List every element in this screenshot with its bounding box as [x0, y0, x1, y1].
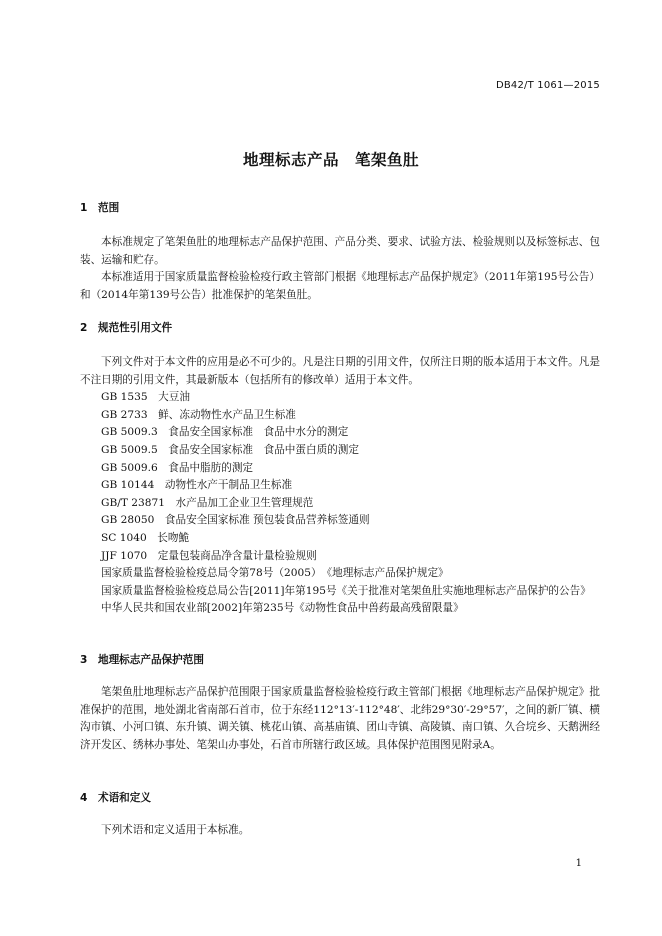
section-title: 术语和定义	[98, 792, 151, 804]
section-4	[80, 790, 600, 808]
section-3	[80, 652, 600, 670]
document-title: 地理标志产品 笔架鱼肚	[242, 151, 419, 169]
section-4-heading	[80, 790, 600, 808]
section-2-heading	[80, 320, 600, 338]
section-number: 1	[80, 202, 88, 214]
reference-item: GB 5009.6 食品中脂肪的测定	[101, 461, 254, 474]
section-number: 2	[80, 322, 88, 334]
reference-item: GB 10144 动物性水产干制品卫生标准	[101, 479, 293, 492]
section-3-body	[80, 684, 600, 754]
paragraph: 本标准规定了笔架鱼肚的地理标志产品保护范围、产品分类、要求、试验方法、检验规则以及标签标志、包装、运输和贮存。	[80, 236, 600, 266]
section-4-body	[80, 822, 600, 840]
section-2	[80, 320, 600, 338]
standard-code: DB42/T 1061—2015	[495, 80, 600, 91]
reference-item: SC 1040 长吻鮠	[101, 531, 190, 544]
reference-item: 国家质量监督检验检疫总局公告[2011]年第195号《关于批准对笔架鱼肚实施地理标志产品保护的公告》	[101, 584, 591, 597]
section-1-body	[80, 234, 600, 304]
section-number: 3	[80, 654, 88, 666]
page-number: 1	[575, 858, 582, 869]
section-title: 地理标志产品保护范围	[98, 654, 204, 666]
reference-item: 中华人民共和国农业部[2002]年第235号《动物性食品中兽药最高残留限量》	[101, 602, 464, 615]
paragraph: 下列文件对于本文件的应用是必不可少的。凡是注日期的引用文件，仅所注日期的版本适用于本文件。凡是不注日期的引用文件，其最新版本（包括所有的修改单）适用于本文件。	[80, 356, 600, 386]
paragraph: 下列术语和定义适用于本标准。	[101, 824, 250, 836]
section-title: 范围	[98, 202, 120, 214]
reference-item: GB/T 23871 水产品加工企业卫生管理规范	[101, 496, 314, 509]
section-title: 规范性引用文件	[98, 322, 173, 334]
section-2-body	[80, 354, 600, 618]
section-1-heading	[80, 200, 600, 218]
section-number: 4	[80, 792, 88, 804]
section-3-heading	[80, 652, 600, 670]
reference-item: GB 1535 大豆油	[101, 391, 190, 404]
section-1	[80, 200, 600, 218]
paragraph: 笔架鱼肚地理标志产品保护范围限于国家质量监督检验检疫行政主管部门根据《地理标志产品保护规定》批准保护的范围，地处湖北省南部石首市，位于东经112°13′-112°48′、北纬29°30′-29°57′，之间的新厂镇、横沟市镇、小河口镇、东升镇、调关镇、桃花山镇、高基庙镇、团山寺镇、高陵镇、南口镇、久合垸乡、天鹅洲经济开发区、绣林办事处、笔架山办事处，石首市所辖行政区域。具体保护范围图见附录A。	[80, 686, 600, 751]
reference-item: GB 5009.5 食品安全国家标准 食品中蛋白质的测定	[101, 443, 359, 456]
paragraph: 本标准适用于国家质量监督检验检疫行政主管部门根据《地理标志产品保护规定》（2011年第195号公告）和（2014年第139号公告）批准保护的笔架鱼肚。	[80, 271, 600, 301]
reference-item: JJF 1070 定量包装商品净含量计量检验规则	[101, 549, 317, 562]
reference-item: 国家质量监督检验检疫总局令第78号（2005） 《地理标志产品保护规定》	[101, 567, 449, 580]
reference-item: GB 5009.3 食品安全国家标准 食品中水分的测定	[101, 426, 349, 439]
reference-item: GB 2733 鲜、冻动物性水产品卫生标准	[101, 408, 296, 421]
reference-item: GB 28050 食品安全国家标准 预包装食品营养标签通则	[101, 514, 370, 527]
